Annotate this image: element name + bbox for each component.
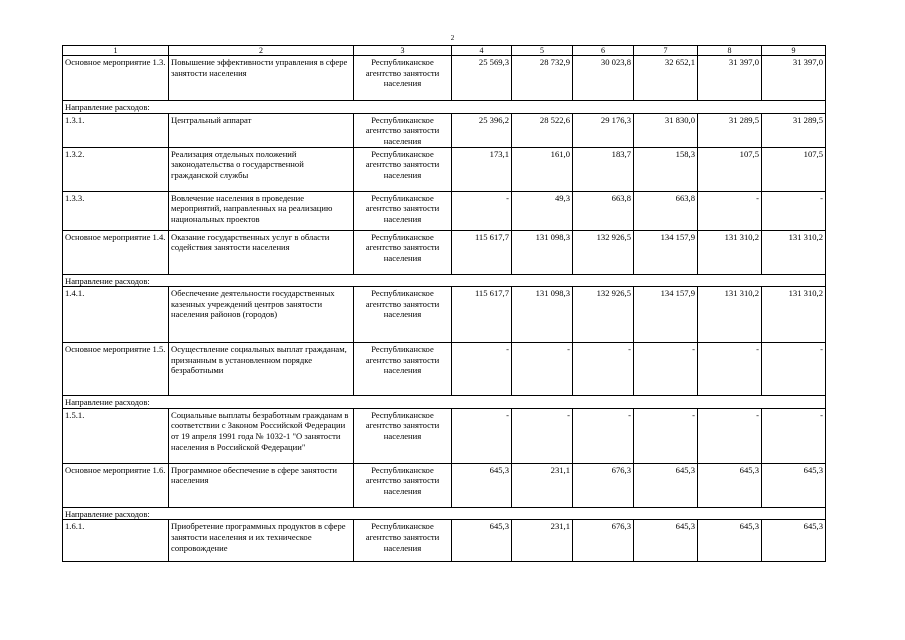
row-executor: Республиканское агентство занятости населения: [354, 343, 452, 396]
row-value: -: [512, 343, 573, 396]
row-name: Осуществление социальных выплат гражданам, признанным в установленном порядке безработными: [169, 343, 354, 396]
row-value: -: [698, 408, 762, 463]
row-value: -: [762, 191, 826, 230]
row-value: 32 652,1: [634, 56, 698, 101]
column-number-row: [63, 46, 826, 56]
row-value: 645,3: [634, 463, 698, 507]
row-name: Вовлечение населения в проведение мероприятий, направленных на реализацию национальных проектов: [169, 191, 354, 230]
row-value: 131 098,3: [512, 230, 573, 274]
row-value: -: [573, 408, 634, 463]
direction-label: Направление расходов:: [63, 101, 826, 114]
row-value: 131 098,3: [512, 287, 573, 343]
row-value: -: [452, 343, 512, 396]
row-value: 663,8: [634, 191, 698, 230]
row-code: Основное мероприятие 1.4.: [63, 230, 169, 274]
row-value: 161,0: [512, 147, 573, 191]
row-executor: Республиканское агентство занятости населения: [354, 191, 452, 230]
row-value: 132 926,5: [573, 230, 634, 274]
row-name: Социальные выплаты безработным гражданам в соответствии с Законом Российской Федерации от 19 апреля 1991 года № 1032-1 "О занятости населения в Российской Федерации": [169, 408, 354, 463]
row-value: 30 023,8: [573, 56, 634, 101]
page-number: 2: [450, 34, 455, 42]
column-number: 8: [698, 46, 762, 56]
row-name: Центральный аппарат: [169, 113, 354, 147]
row-value: -: [762, 343, 826, 396]
row-value: 676,3: [573, 463, 634, 507]
row-code: Основное мероприятие 1.5.: [63, 343, 169, 396]
row-name: Программное обеспечение в сфере занятости населения: [169, 463, 354, 507]
row-name: Реализация отдельных положений законодательства о государственной гражданской службы: [169, 147, 354, 191]
row-value: 158,3: [634, 147, 698, 191]
row-value: 645,3: [634, 520, 698, 562]
column-number: 6: [573, 46, 634, 56]
table-row: [63, 520, 826, 562]
row-value: 107,5: [762, 147, 826, 191]
row-value: 645,3: [698, 463, 762, 507]
row-value: -: [634, 408, 698, 463]
row-value: 173,1: [452, 147, 512, 191]
row-value: 31 397,0: [698, 56, 762, 101]
column-number: 4: [452, 46, 512, 56]
row-value: -: [573, 343, 634, 396]
table-row: [63, 191, 826, 230]
budget-table: [62, 45, 826, 562]
row-name: Приобретение программных продуктов в сфере занятости населения и их техническое сопровождение: [169, 520, 354, 562]
row-value: 645,3: [452, 463, 512, 507]
direction-row: [63, 507, 826, 520]
row-code: 1.3.1.: [63, 113, 169, 147]
column-number: 3: [354, 46, 452, 56]
row-value: 131 310,2: [762, 230, 826, 274]
row-value: 645,3: [452, 520, 512, 562]
row-code: Основное мероприятие 1.6.: [63, 463, 169, 507]
row-value: 28 732,9: [512, 56, 573, 101]
column-number: 5: [512, 46, 573, 56]
row-executor: Республиканское агентство занятости населения: [354, 463, 452, 507]
direction-row: [63, 101, 826, 114]
table-row: [63, 56, 826, 101]
row-value: 115 617,7: [452, 230, 512, 274]
row-code: 1.3.3.: [63, 191, 169, 230]
row-code: 1.6.1.: [63, 520, 169, 562]
row-value: 134 157,9: [634, 230, 698, 274]
column-number: 2: [169, 46, 354, 56]
column-number: 9: [762, 46, 826, 56]
table-row: [63, 230, 826, 274]
row-executor: Республиканское агентство занятости населения: [354, 287, 452, 343]
row-executor: Республиканское агентство занятости населения: [354, 147, 452, 191]
row-code: 1.3.2.: [63, 147, 169, 191]
row-value: -: [452, 408, 512, 463]
row-value: 676,3: [573, 520, 634, 562]
row-value: 131 310,2: [762, 287, 826, 343]
row-name: Обеспечение деятельности государственных казенных учреждений центров занятости населения районов (городов): [169, 287, 354, 343]
row-value: 25 569,3: [452, 56, 512, 101]
column-number: 7: [634, 46, 698, 56]
row-value: 663,8: [573, 191, 634, 230]
direction-label: Направление расходов:: [63, 507, 826, 520]
row-value: 31 289,5: [698, 113, 762, 147]
row-value: 49,3: [512, 191, 573, 230]
row-executor: Республиканское агентство занятости населения: [354, 230, 452, 274]
table-row: [63, 287, 826, 343]
row-name: Повышение эффективности управления в сфере занятости населения: [169, 56, 354, 101]
row-executor: Республиканское агентство занятости населения: [354, 56, 452, 101]
table-row: [63, 147, 826, 191]
row-value: -: [698, 191, 762, 230]
table-row: [63, 408, 826, 463]
row-value: 231,1: [512, 463, 573, 507]
row-value: 132 926,5: [573, 287, 634, 343]
row-value: 231,1: [512, 520, 573, 562]
row-value: 131 310,2: [698, 230, 762, 274]
table-row: [63, 343, 826, 396]
direction-label: Направление расходов:: [63, 396, 826, 409]
row-value: 645,3: [762, 463, 826, 507]
row-code: 1.4.1.: [63, 287, 169, 343]
row-code: Основное мероприятие 1.3.: [63, 56, 169, 101]
table-row: [63, 113, 826, 147]
row-value: -: [762, 408, 826, 463]
row-value: 645,3: [698, 520, 762, 562]
row-code: 1.5.1.: [63, 408, 169, 463]
row-executor: Республиканское агентство занятости населения: [354, 113, 452, 147]
row-value: 31 289,5: [762, 113, 826, 147]
direction-label: Направление расходов:: [63, 274, 826, 287]
row-value: 645,3: [762, 520, 826, 562]
direction-row: [63, 274, 826, 287]
row-value: 31 830,0: [634, 113, 698, 147]
row-value: 115 617,7: [452, 287, 512, 343]
table-row: [63, 463, 826, 507]
row-value: 183,7: [573, 147, 634, 191]
row-value: -: [452, 191, 512, 230]
row-value: 131 310,2: [698, 287, 762, 343]
row-value: -: [512, 408, 573, 463]
row-value: -: [634, 343, 698, 396]
row-value: 29 176,3: [573, 113, 634, 147]
column-number: 1: [63, 46, 169, 56]
row-value: 134 157,9: [634, 287, 698, 343]
row-value: 28 522,6: [512, 113, 573, 147]
row-value: 107,5: [698, 147, 762, 191]
row-name: Оказание государственных услуг в области содействия занятости населения: [169, 230, 354, 274]
row-value: 25 396,2: [452, 113, 512, 147]
row-executor: Республиканское агентство занятости населения: [354, 520, 452, 562]
row-value: 31 397,0: [762, 56, 826, 101]
row-executor: Республиканское агентство занятости населения: [354, 408, 452, 463]
direction-row: [63, 396, 826, 409]
row-value: -: [698, 343, 762, 396]
